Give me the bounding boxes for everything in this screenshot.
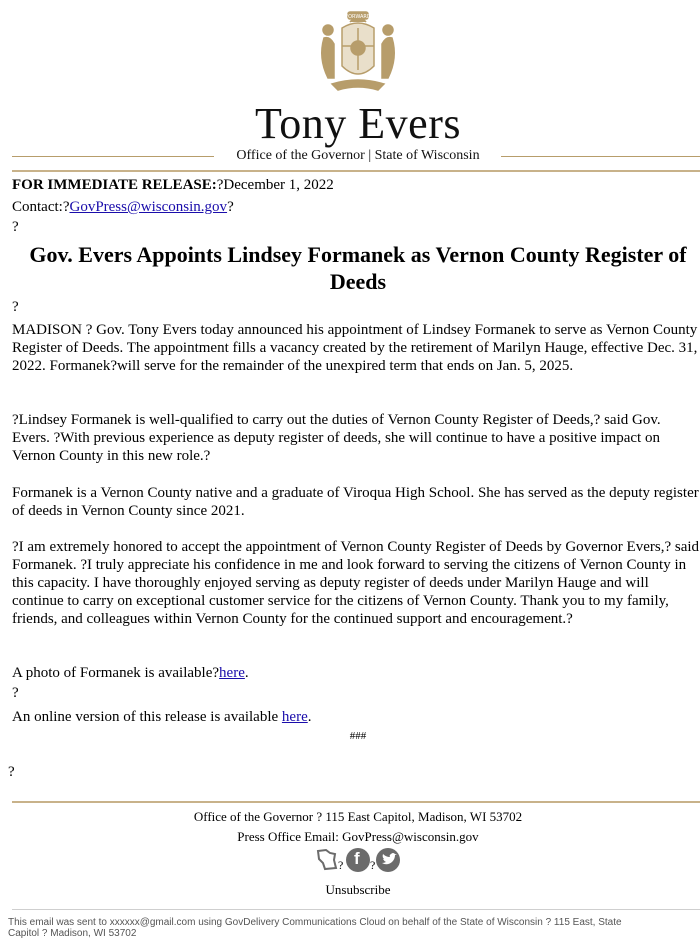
spacer-mark: ? [12, 219, 19, 235]
contact-label: Contact:? [12, 199, 70, 215]
release-label: FOR IMMEDIATE RELEASE: [12, 177, 217, 193]
fine-print-divider [12, 909, 700, 910]
letterhead [0, 0, 700, 172]
body-paragraph-3: Formanek is a Vernon County native and a graduate of Viroqua High School. She has served as the deputy register of deeds in Vernon County since 2021. [12, 485, 699, 519]
social-separator: ? [370, 858, 376, 872]
header-rule-right [501, 156, 700, 157]
contact-suffix: ? [227, 199, 234, 215]
header-divider [12, 170, 700, 172]
social-links [316, 848, 406, 876]
twitter-icon[interactable] [376, 848, 400, 872]
online-text: An online version of this release is available [12, 709, 282, 725]
online-version-link[interactable]: here [281, 709, 308, 725]
facebook-icon[interactable]: f [346, 848, 370, 872]
body-paragraph-4: ?I am extremely honored to accept the appointment of Vernon County Register of Deeds by Governor Evers,? said Formanek. ?I truly appreciate his confidence in me and look forward to serving the citizens of Vernon County in this capacity. I have thoroughly enjoyed serving as deputy register of deeds under Marilyn Hauge and will continue to carry on exceptional customer service for the citizens of Vernon County. Thank you to my family, friends, and colleagues within Vernon County for the continued support and encouragement.? [12, 539, 700, 627]
governor-name: Tony Evers [255, 99, 461, 148]
office-subtitle: Office of the Governor | State of Wisconsin [236, 148, 480, 163]
social-separator: ? [338, 858, 344, 872]
seal-motto: FORWARD [345, 14, 371, 20]
footer-divider [12, 801, 700, 803]
release-date: ?December 1, 2022 [216, 177, 334, 193]
end-mark: ### [349, 730, 367, 742]
release-line [12, 176, 334, 194]
footer-address: Office of the Governor ? 115 East Capitol, Madison, WI 53702 [193, 809, 523, 824]
fine-print: This email was sent to xxxxxx@gmail.com using GovDelivery Communications Cloud on behalf of the State of Wisconsin ? 115 East, State Capitol ? Madison, WI 53702 [8, 917, 622, 939]
spacer-mark: ? [12, 685, 19, 701]
photo-suffix: . [244, 665, 249, 681]
online-suffix: . [307, 709, 312, 725]
spacer-mark: ? [12, 299, 19, 315]
contact-line [12, 198, 234, 216]
wisconsin-seal-icon [312, 8, 404, 100]
photo-line [12, 664, 249, 682]
wisconsin-map-icon[interactable] [316, 848, 338, 872]
online-version-line [12, 708, 311, 726]
contact-email-link[interactable]: GovPress@wisconsin.gov [69, 199, 228, 215]
footer-press-email: Press Office Email: GovPress@wisconsin.gov [237, 829, 479, 844]
photo-text: A photo of Formanek is available? [12, 665, 220, 681]
press-release-title: Gov. Evers Appoints Lindsey Formanek as Vernon County Register of Deeds [29, 242, 687, 294]
unsubscribe-link[interactable]: Unsubscribe [325, 882, 391, 897]
photo-link[interactable]: here [219, 665, 245, 681]
body-paragraph-1: MADISON ? Gov. Tony Evers today announced his appointment of Lindsey Formanek to serve as Vernon County Register of Deeds. The appointment fills a vacancy created by the retirement of Marilyn Hauge, effective Dec. 31, 2022. Formanek?will serve for the remainder of the unexpired term that ends on Jan. 5, 2025. [12, 322, 698, 374]
body-paragraph-2: ?Lindsey Formanek is well-qualified to carry out the duties of Vernon County Register of Deeds,? said Gov. Evers. ?With previous experience as deputy register of deeds, she will continue to have a positive impact on Vernon County in this new role.? [12, 412, 661, 464]
spacer-mark: ? [8, 764, 15, 780]
